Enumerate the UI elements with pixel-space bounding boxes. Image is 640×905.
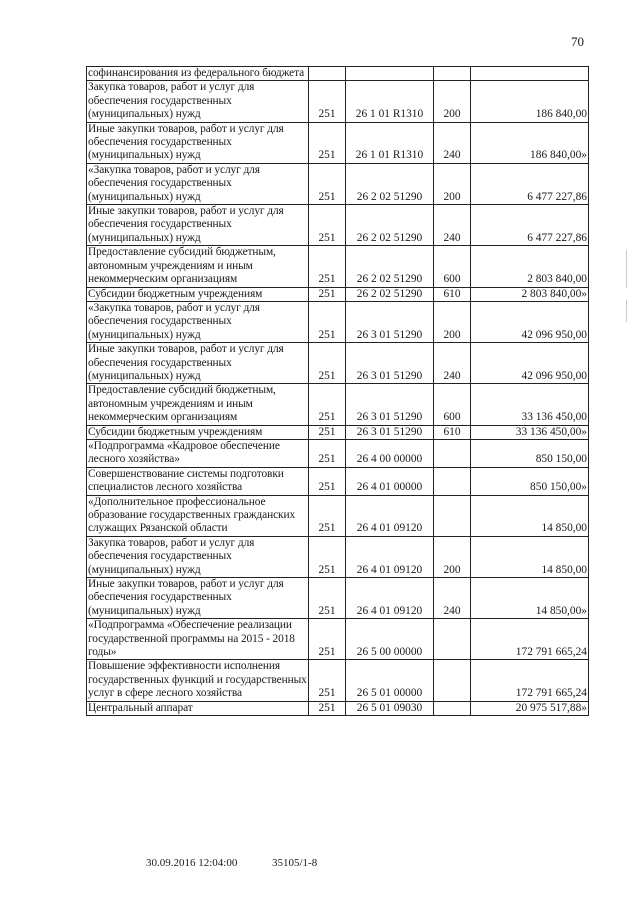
- cell-csr: [346, 67, 434, 81]
- cell-name: Иные закупки товаров, работ и услуг для обеспечения государственных (муниципальных) нужд: [87, 122, 309, 163]
- cell-name: «Закупка товаров, работ и услуг для обеспечения государственных (муниципальных) нужд: [87, 163, 309, 204]
- budget-table-body: [87, 67, 589, 716]
- cell-name: софинансирования из федерального бюджета: [87, 67, 309, 81]
- cell-name: Закупка товаров, работ и услуг для обеспечения государственных (муниципальных) нужд: [87, 81, 309, 122]
- cell-csr: 26 3 01 51290: [346, 425, 434, 439]
- cell-sum: 6 477 227,86: [471, 163, 589, 204]
- cell-grbs: 251: [309, 343, 346, 384]
- cell-grbs: 251: [309, 384, 346, 425]
- cell-sum: 14 850,00: [471, 495, 589, 536]
- cell-name: «Дополнительное профессиональное образование государственных гражданских служащих Рязанской области: [87, 495, 309, 536]
- cell-sum: 850 150,00: [471, 439, 589, 467]
- cell-grbs: 251: [309, 439, 346, 467]
- cell-vr: 200: [434, 301, 471, 342]
- cell-vr: [434, 439, 471, 467]
- cell-grbs: 251: [309, 122, 346, 163]
- cell-vr: 240: [434, 122, 471, 163]
- cell-csr: 26 5 01 09030: [346, 701, 434, 715]
- cell-sum: 33 136 450,00: [471, 384, 589, 425]
- table-row: [87, 495, 589, 536]
- cell-vr: 610: [434, 425, 471, 439]
- cell-vr: [434, 701, 471, 715]
- cell-vr: 240: [434, 343, 471, 384]
- cell-vr: 240: [434, 578, 471, 619]
- cell-sum: 14 850,00»: [471, 578, 589, 619]
- cell-vr: 600: [434, 246, 471, 287]
- cell-csr: 26 4 01 09120: [346, 578, 434, 619]
- cell-sum: 186 840,00: [471, 81, 589, 122]
- cell-csr: 26 2 02 51290: [346, 205, 434, 246]
- table-row: [87, 578, 589, 619]
- cell-grbs: 251: [309, 467, 346, 495]
- table-row: [87, 619, 589, 660]
- table-row: [87, 701, 589, 715]
- cell-vr: [434, 660, 471, 701]
- cell-vr: [434, 495, 471, 536]
- margin-mark: [626, 250, 627, 288]
- table-row: [87, 301, 589, 342]
- cell-sum: 172 791 665,24: [471, 660, 589, 701]
- cell-grbs: 251: [309, 301, 346, 342]
- cell-name: Субсидии бюджетным учреждениям: [87, 287, 309, 301]
- cell-csr: 26 5 00 00000: [346, 619, 434, 660]
- cell-grbs: 251: [309, 495, 346, 536]
- cell-csr: 26 4 00 00000: [346, 439, 434, 467]
- footer-code: 35105/1-8: [272, 857, 318, 869]
- cell-vr: [434, 467, 471, 495]
- table-row: [87, 67, 589, 81]
- cell-name: «Подпрограмма «Обеспечение реализации государственной программы на 2015 - 2018 годы»: [87, 619, 309, 660]
- cell-csr: 26 5 01 00000: [346, 660, 434, 701]
- margin-mark: [626, 300, 627, 322]
- cell-vr: 610: [434, 287, 471, 301]
- cell-csr: 26 4 01 09120: [346, 536, 434, 577]
- cell-sum: 42 096 950,00: [471, 301, 589, 342]
- table-row: [87, 425, 589, 439]
- cell-sum: 6 477 227,86: [471, 205, 589, 246]
- table-row: [87, 287, 589, 301]
- cell-vr: [434, 67, 471, 81]
- cell-name: Центральный аппарат: [87, 701, 309, 715]
- cell-name: Субсидии бюджетным учреждениям: [87, 425, 309, 439]
- cell-sum: 850 150,00»: [471, 467, 589, 495]
- cell-csr: 26 2 02 51290: [346, 246, 434, 287]
- cell-grbs: [309, 67, 346, 81]
- cell-name: Повышение эффективности исполнения государственных функций и государственных услуг в сфере лесного хозяйства: [88, 660, 307, 700]
- budget-table: [86, 66, 589, 716]
- cell-csr: 26 3 01 51290: [346, 301, 434, 342]
- cell-name: Иные закупки товаров, работ и услуг для обеспечения государственных (муниципальных) нужд: [87, 343, 309, 384]
- cell-csr: 26 1 01 R1310: [346, 122, 434, 163]
- page-number: 70: [571, 34, 584, 49]
- table-row: [87, 81, 589, 122]
- cell-sum: 2 803 840,00: [471, 246, 589, 287]
- cell-vr: 200: [434, 163, 471, 204]
- table-row: [87, 163, 589, 204]
- cell-sum: [471, 67, 589, 81]
- cell-name: «Закупка товаров, работ и услуг для обеспечения государственных (муниципальных) нужд: [87, 301, 309, 342]
- cell-grbs: 251: [309, 701, 346, 715]
- cell-sum: 2 803 840,00»: [471, 287, 589, 301]
- cell-csr: 26 2 02 51290: [346, 163, 434, 204]
- cell-grbs: 251: [309, 425, 346, 439]
- cell-csr: 26 1 01 R1310: [346, 81, 434, 122]
- table-row: [87, 660, 589, 701]
- cell-sum: 33 136 450,00»: [471, 425, 589, 439]
- cell-vr: 200: [434, 536, 471, 577]
- cell-grbs: 251: [309, 246, 346, 287]
- cell-name: Иные закупки товаров, работ и услуг для обеспечения государственных (муниципальных) нужд: [87, 205, 309, 246]
- table-row: [87, 439, 589, 467]
- cell-csr: 26 2 02 51290: [346, 287, 434, 301]
- cell-csr: 26 4 01 09120: [346, 495, 434, 536]
- cell-grbs: 251: [309, 81, 346, 122]
- cell-name: Иные закупки товаров, работ и услуг для обеспечения государственных (муниципальных) нужд: [87, 578, 309, 619]
- cell-grbs: 251: [309, 536, 346, 577]
- table-row: [87, 205, 589, 246]
- cell-vr: 240: [434, 205, 471, 246]
- cell-name: «Подпрограмма «Кадровое обеспечение лесного хозяйства»: [87, 439, 309, 467]
- cell-sum: 14 850,00: [471, 536, 589, 577]
- cell-csr: 26 3 01 51290: [346, 343, 434, 384]
- table-row: [87, 384, 589, 425]
- cell-sum: 20 975 517,88»: [471, 701, 589, 715]
- table-row: [87, 536, 589, 577]
- cell-grbs: 251: [309, 578, 346, 619]
- cell-grbs: 251: [309, 163, 346, 204]
- cell-csr: 26 4 01 00000: [346, 467, 434, 495]
- cell-sum: 186 840,00»: [471, 122, 589, 163]
- cell-sum: 172 791 665,24: [471, 619, 589, 660]
- footer-datetime: 30.09.2016 12:04:00: [146, 857, 238, 869]
- cell-name: Закупка товаров, работ и услуг для обеспечения государственных (муниципальных) нужд: [87, 536, 309, 577]
- cell-vr: 600: [434, 384, 471, 425]
- table-row: [87, 467, 589, 495]
- cell-name: Предоставление субсидий бюджетным, автономным учреждениям и иным некоммерческим организациям: [87, 384, 309, 425]
- cell-grbs: 251: [309, 660, 346, 701]
- cell-csr: 26 3 01 51290: [346, 384, 434, 425]
- table-row: [87, 122, 589, 163]
- cell-vr: 200: [434, 81, 471, 122]
- cell-grbs: 251: [309, 619, 346, 660]
- cell-grbs: 251: [309, 287, 346, 301]
- table-row: [87, 343, 589, 384]
- cell-vr: [434, 619, 471, 660]
- cell-sum: 42 096 950,00: [471, 343, 589, 384]
- cell-name: Предоставление субсидий бюджетным, автономным учреждениям и иным некоммерческим организациям: [87, 246, 309, 287]
- cell-name: Совершенствование системы подготовки специалистов лесного хозяйства: [87, 467, 309, 495]
- table-row: [87, 246, 589, 287]
- cell-grbs: 251: [309, 205, 346, 246]
